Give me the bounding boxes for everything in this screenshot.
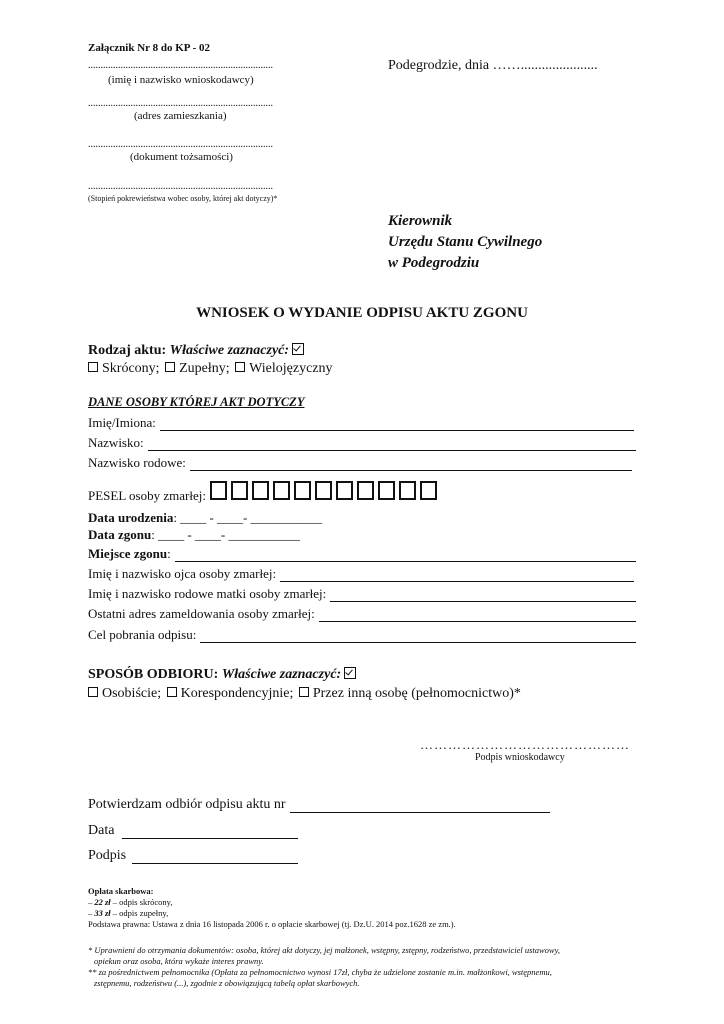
addressee-line-2: Urzędu Stanu Cywilnego xyxy=(388,234,543,250)
mother-name-input[interactable] xyxy=(330,589,636,602)
address-field[interactable]: .......................................................................... xyxy=(88,98,273,109)
legal-basis: Podstawa prawna: Ustawa z dnia 16 listopada 2006 r. o opłacie skarbowej (tj. Dz.U. 2014 poz.1628 ze zm.). xyxy=(88,919,456,929)
pesel-digit-box[interactable] xyxy=(336,481,353,500)
purpose-label: Cel pobrania odpisu: xyxy=(88,627,197,642)
checked-box-icon xyxy=(344,667,356,679)
birth-date-label: Data urodzenia xyxy=(88,510,174,525)
confirmation-signature-input[interactable] xyxy=(132,850,298,864)
checkbox-wielojezyczny[interactable] xyxy=(235,362,245,372)
note-2-line-1: ** za pośrednictwem pełnomocnika (Opłata za pełnomocnictwo wynosi 17zł, chyba że udzielone zostanie m.in. małżonkowi, wstępnemu, xyxy=(88,967,552,977)
fee-full-text: – odpis zupełny, xyxy=(112,908,169,918)
birth-date-pattern[interactable]: : ____ - ____- ___________ xyxy=(173,510,323,525)
address-caption: (adres zamieszkania) xyxy=(134,110,227,122)
addressee-line-3: w Podegrodziu xyxy=(388,255,480,271)
father-name-label: Imię i nazwisko ojca osoby zmarłej: xyxy=(88,566,277,581)
surname-input[interactable] xyxy=(148,438,636,451)
birth-date-row[interactable] xyxy=(88,510,322,526)
option-pelnomocnictwo: Przez inną osobę (pełnomocnictwo)* xyxy=(312,686,521,701)
pesel-digit-box[interactable] xyxy=(252,481,269,500)
father-name-input[interactable] xyxy=(280,569,634,582)
addressee-line-1: Kierownik xyxy=(388,213,453,229)
family-name-label: Nazwisko rodowe: xyxy=(88,455,186,470)
option-osobiscie: Osobiście; xyxy=(102,686,162,701)
option-skrocony: Skrócony; xyxy=(102,361,160,376)
checkbox-korespondencyjnie[interactable] xyxy=(167,687,177,697)
confirmation-date-input[interactable] xyxy=(122,825,298,839)
surname-row xyxy=(88,433,636,451)
applicant-name-caption: (imię i nazwisko wnioskodawcy) xyxy=(108,74,254,86)
surname-label: Nazwisko: xyxy=(88,435,144,450)
fees-title: Opłata skarbowa: xyxy=(88,886,154,896)
checkbox-osobiscie[interactable] xyxy=(88,687,98,697)
family-name-input[interactable] xyxy=(190,458,632,471)
checkbox-skrocony[interactable] xyxy=(88,362,98,372)
pesel-label: PESEL osoby zmarłej: xyxy=(88,488,206,503)
death-date-label: Data zgonu xyxy=(88,527,152,542)
pesel-digit-box[interactable] xyxy=(210,481,227,500)
pesel-digit-box[interactable] xyxy=(357,481,374,500)
fee-short-amount: 22 zł xyxy=(94,897,111,907)
first-names-row xyxy=(88,413,634,431)
place-date[interactable]: Podegrodzie, dnia ……...................... xyxy=(388,58,598,73)
id-document-caption: (dokument tożsamości) xyxy=(130,151,233,163)
mother-name-row xyxy=(88,584,636,602)
option-zupelny: Zupełny; xyxy=(179,361,230,376)
note-1-line-2: opiekun oraz osoba, która wykaże interes prawny. xyxy=(94,956,264,966)
mother-name-label: Imię i nazwisko rodowe matki osoby zmarłej: xyxy=(88,586,327,601)
relationship-caption: (Stopień pokrewieństwa wobec osoby, której akt dotyczy)* xyxy=(88,194,278,203)
act-number-input[interactable] xyxy=(290,799,550,813)
death-date-pattern[interactable]: : ____ - ____- ___________ xyxy=(151,527,300,542)
act-type-heading xyxy=(88,343,304,359)
pesel-digit-box[interactable] xyxy=(399,481,416,500)
option-korespondencyjnie: Korespondencyjnie; xyxy=(180,686,294,701)
fee-short: – 22 zł – odpis skrócony, xyxy=(88,897,173,907)
first-names-label: Imię/Imiona: xyxy=(88,415,156,430)
id-document-field[interactable]: .......................................................................... xyxy=(88,139,273,150)
pesel-digit-box[interactable] xyxy=(231,481,248,500)
pesel-digit-box[interactable] xyxy=(315,481,332,500)
purpose-row xyxy=(88,625,636,643)
pesel-digit-box[interactable] xyxy=(294,481,311,500)
note-2-line-2: zstępnemu, rodzeństwu (...), zgodnie z obowiązującą tabelą opłat skarbowych. xyxy=(94,978,360,988)
confirmation-receipt-row xyxy=(88,797,550,813)
family-name-row xyxy=(88,453,632,471)
act-type-instruction: Właściwe zaznaczyć: xyxy=(169,343,290,358)
death-date-row[interactable] xyxy=(88,527,300,543)
confirmation-signature-label: Podpis xyxy=(88,848,127,863)
receipt-method-heading xyxy=(88,667,356,683)
checkbox-pelnomocnictwo[interactable] xyxy=(299,687,309,697)
fees-block xyxy=(88,886,456,930)
confirmation-date-label: Data xyxy=(88,823,115,838)
first-names-input[interactable] xyxy=(160,418,634,431)
confirmation-signature-row xyxy=(88,848,298,864)
pesel-boxes[interactable] xyxy=(210,481,441,504)
relationship-field[interactable]: .......................................................................... xyxy=(88,181,273,192)
pesel-digit-box[interactable] xyxy=(378,481,395,500)
checked-box-icon xyxy=(292,343,304,355)
last-address-input[interactable] xyxy=(319,609,636,622)
receipt-method-label: SPOSÓB ODBIORU: xyxy=(88,667,219,682)
act-type-options xyxy=(88,361,333,377)
death-place-label: Miejsce zgonu xyxy=(88,546,168,561)
purpose-input[interactable] xyxy=(200,630,636,643)
last-address-row xyxy=(88,604,636,622)
document-title: WNIOSEK O WYDANIE ODPISU AKTU ZGONU xyxy=(196,305,528,321)
note-1-line-1: * Uprawnieni do otrzymania dokumentów: osoba, której akt dotyczy, jej małżonek, wstępny, zstępny, rodzeństwo, przedstawiciel ustawowy, xyxy=(88,945,561,955)
fee-full-amount: 33 zł xyxy=(94,908,111,918)
person-data-header: DANE OSOBY KTÓREJ AKT DOTYCZY xyxy=(88,395,305,409)
checkbox-zupelny[interactable] xyxy=(165,362,175,372)
fee-short-text: – odpis skrócony, xyxy=(112,897,173,907)
death-place-input[interactable] xyxy=(175,549,636,562)
act-type-label: Rodzaj aktu: xyxy=(88,343,167,358)
fee-full: – 33 zł – odpis zupełny, xyxy=(88,908,169,918)
receipt-method-options xyxy=(88,686,521,702)
applicant-signature-field[interactable]: ……………………………………… xyxy=(420,737,630,752)
pesel-digit-box[interactable] xyxy=(273,481,290,500)
annex-label: Załącznik Nr 8 do KP - 02 xyxy=(88,42,211,54)
pesel-row xyxy=(88,481,441,504)
applicant-signature-caption: Podpis wnioskodawcy xyxy=(475,752,565,763)
pesel-digit-box[interactable] xyxy=(420,481,437,500)
father-name-row xyxy=(88,564,634,582)
confirmation-date-row xyxy=(88,823,298,839)
receipt-method-instruction: Właściwe zaznaczyć: xyxy=(221,667,342,682)
death-place-row: Miejsce zgonu : xyxy=(88,544,636,562)
footnotes xyxy=(88,945,560,989)
option-wielojezyczny: Wielojęzyczny xyxy=(249,361,333,376)
applicant-name-field[interactable]: .......................................................................... xyxy=(88,60,273,71)
confirmation-receipt-label: Potwierdzam odbiór odpisu aktu nr xyxy=(88,797,286,812)
last-address-label: Ostatni adres zameldowania osoby zmarłej: xyxy=(88,606,315,621)
